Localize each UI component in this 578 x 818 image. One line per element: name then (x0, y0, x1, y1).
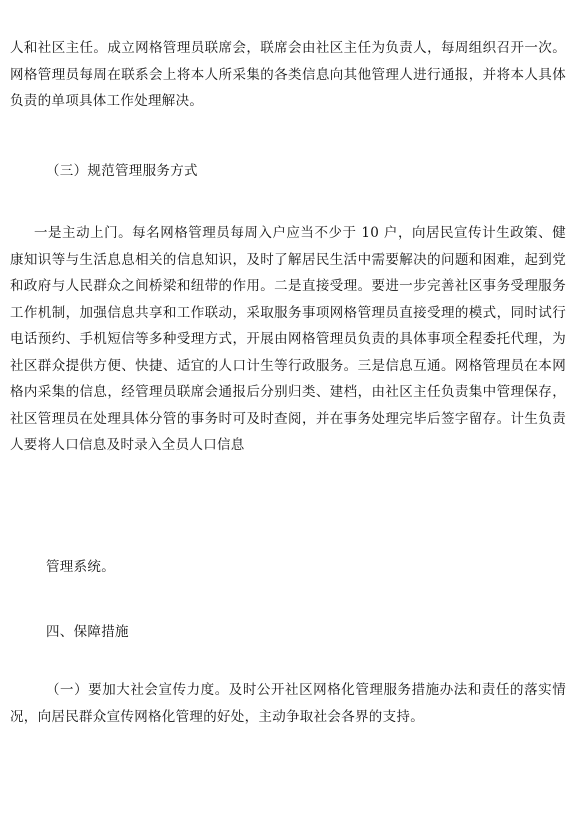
paragraph-1: 人和社区主任。成立网格管理员联席会，联席会由社区主任为负责人，每周组织召开一次。网格管理员每周在联系会上将本人所采集的各类信息向其他管理人进行通报，并将本人具体负责的单项具体工作处理解决。 (10, 40, 566, 109)
section-heading-4: 四、保障措施 (46, 624, 129, 640)
paragraph-3: 管理系统。 (46, 559, 115, 575)
paragraph-2: 一是主动上门。每名网格管理员每周入户应当不少于 10 户，向居民宣传计生政策、健康知识等与生活息息相关的信息知识，及时了解居民生活中需要解决的问题和困难，起到党和政府与人民群众之间桥梁和纽带的作用。二是直接受理。要进一步完善社区事务受理服务工作机制，加强信息共享和工作联动，采取服务事项网格管理员直接受理的模式，同时试行电话预约、手机短信等多种受理方式，开展由网格管理员负责的具体事项全程委托代理，为社区群众提供方便、快捷、适宜的人口计生等行政服务。三是信息互通。网格管理员在本网格内采集的信息，经管理员联席会通报后分别归类、建档，由社区主任负责集中管理保存，社区管理员在处理具体分管的事务时可及时查阅，并在事务处理完毕后签字留存。计生负责人要将人口信息及时录入全员人口信息 (10, 225, 566, 453)
section-heading-3: （三）规范管理服务方式 (46, 163, 198, 179)
paragraph-4: （一）要加大社会宣传力度。及时公开社区网格化管理服务措施办法和责任的落实情况，向居民群众宣传网格化管理的好处，主动争取社会各界的支持。 (10, 682, 566, 725)
